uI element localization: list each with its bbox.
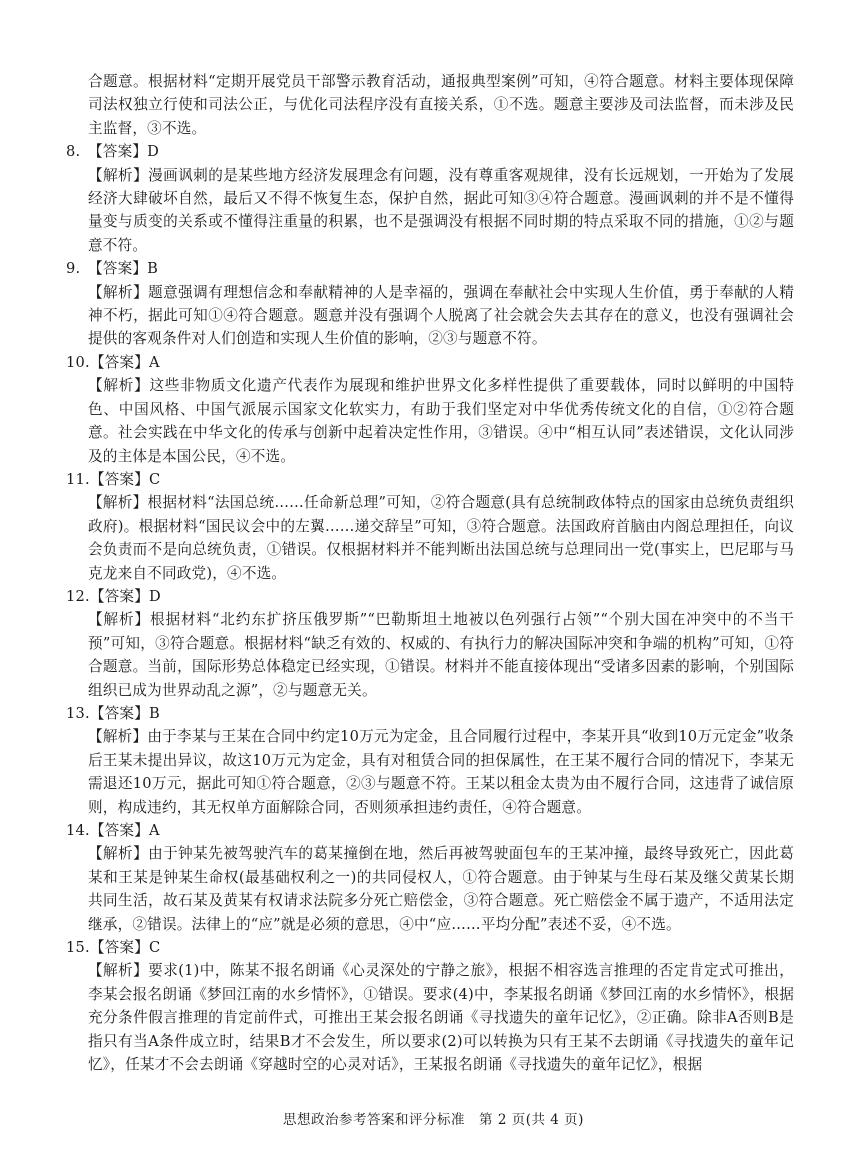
analysis-text: 【解析】漫画讽刺的是某些地方经济发展理念有问题，没有尊重客观规律，没有长远规划，一开始为了发展经济大肆破坏自然，最后又不得不恢复生态，保护自然，据此可知③④符合题意。漫画讽刺的并不是不懂得量变与质变的关系或不懂得注重量的积累，也不是强调没有根据不同时期的特点采取不同的措施，①②与题意不符。 [88, 166, 794, 254]
answer-item-13 [66, 702, 794, 819]
analysis-text: 【解析】由于钟某先被驾驶汽车的葛某撞倒在地，然后再被驾驶面包车的王某冲撞，最终导致死亡，因此葛某和王某是钟某生命权(最基础权利之一)的共同侵权人，①符合题意。由于钟某与生母石某及继父黄某长期共同生活，故石某及黄某有权请求法院多分死亡赔偿金，③符合题意。死亡赔偿金不属于遗产，不适用法定继承，②错误。法律上的“应”就是必须的意思，④中“应……平均分配”表述不妥，④不选。 [88, 845, 794, 933]
answer-line [66, 936, 794, 959]
answer-line [66, 140, 794, 163]
analysis-text: 【解析】要求(1)中，陈某不报名朗诵《心灵深处的宁静之旅》，根据不相容选言推理的否定肯定式可推出，李某会报名朗诵《梦回江南的水乡情怀》，①错误。要求(4)中，李某报名朗诵《梦回江南的水乡情怀》，根据充分条件假言推理的肯定前件式，可推出王某会报名朗诵《寻找遗失的童年记忆》，②正确。除非A否则B是指只有当A条件成立时，结果B才不会发生，所以要求(2)可以转换为只有王某不去朗诵《寻找遗失的童年记忆》，任某才不会去朗诵《穿越时空的心灵对话》，王某报名朗诵《寻找遗失的童年记忆》，根据 [88, 962, 794, 1074]
document-body [66, 70, 794, 1076]
answer-item-11 [66, 468, 794, 585]
question-number: 11. [66, 470, 90, 488]
answer-label: 【答案】D [89, 587, 161, 605]
question-number: 13. [66, 704, 90, 722]
answer-item-8 [66, 140, 794, 257]
answer-line [66, 819, 794, 842]
page-footer: 思想政治参考答案和评分标准 第 2 页(共 4 页) [283, 1112, 584, 1128]
answer-label: 【答案】B [88, 260, 159, 278]
answer-label: 【答案】A [89, 822, 160, 839]
question-number: 8. [66, 143, 81, 161]
analysis-text: 【解析】由于李某与王某在合同中约定10万元为定金，且合同履行过程中，李某开具“收到10万元定金”收条后王某未提出异议，故这10万元为定金，具有对租赁合同的担保属性，在王某不履行合同的情况下，李某无需退还10万元，据此可知①符合题意，②③与题意不符。王某以租金太贵为由不履行合同，这违背了诚信原则，构成违约，其无权单方面解除合同，否则须承担违约责任，④符合题意。 [88, 728, 794, 816]
answer-line [66, 468, 794, 491]
answer-label: 【答案】C [89, 939, 161, 957]
question-number: 15. [66, 939, 90, 957]
answer-line [66, 257, 794, 280]
analysis-text: 【解析】这些非物质文化遗产代表作为展现和维护世界文化多样性提供了重要载体，同时以鲜明的中国特色、中国风格、中国气派展示国家文化软实力，有助于我们坚定对中华优秀传统文化的自信，①②符合题意。社会实践在中华文化的传承与创新中起着决定性作用，③错误。④中“相互认同”表述错误，文化认同涉及的主体是本国公民，④不选。 [88, 377, 794, 465]
answer-item-10 [66, 351, 794, 468]
answer-label: 【答案】A [89, 353, 160, 371]
answer-label: 【答案】C [89, 470, 161, 488]
question-number: 10. [66, 353, 90, 371]
question-number: 14. [66, 822, 90, 839]
answer-item-15 [66, 936, 794, 1076]
question-number: 12. [66, 587, 90, 605]
question-number: 9. [66, 260, 81, 278]
answer-label: 【答案】D [88, 143, 160, 161]
analysis-text: 【解析】根据材料“法国总统……任命新总理”可知，②符合题意(具有总统制政体特点的国家由总统负责组织政府)。根据材料“国民议会中的左翼……递交辞呈”可知，③符合题意。法国政府首脑由内阁总理担任，向议会负责而不是向总统负责，①错误。仅根据材料并不能判断出法国总统与总理同出一党(事实上，巴尼耶与马克龙来自不同政党)，④不选。 [88, 494, 794, 582]
answer-item-12 [66, 585, 794, 702]
answer-line [66, 351, 794, 374]
answer-item-14 [66, 819, 794, 936]
answer-item-9 [66, 257, 794, 351]
answer-label: 【答案】B [89, 704, 160, 722]
answer-line [66, 585, 794, 608]
analysis-text: 【解析】根据材料“北约东扩挤压俄罗斯”“巴勒斯坦土地被以色列强行占领”“个别大国在冲突中的不当干预”可知，③符合题意。根据材料“缺乏有效的、权威的、有执行力的解决国际冲突和争端的机构”可知，①符合题意。当前，国际形势总体稳定已经实现，①错误。材料并不能直接体现出“受诸多因素的影响，个别国际组织已成为世界动乱之源”，②与题意无关。 [88, 611, 794, 699]
intro-paragraph: 合题意。根据材料“定期开展党员干部警示教育活动，通报典型案例”可知，④符合题意。材料主要体现保障司法权独立行使和司法公正，与优化司法程序没有直接关系，①不选。题意主要涉及司法监督，而未涉及民主监督，③不选。 [88, 73, 794, 137]
analysis-text: 【解析】题意强调有理想信念和奉献精神的人是幸福的，强调在奉献社会中实现人生价值，勇于奉献的人精神不朽，据此可知①④符合题意。题意并没有强调个人脱离了社会就会失去其存在的意义，也没有强调社会提供的客观条件对人们创造和实现人生价值的影响，②③与题意不符。 [88, 283, 794, 348]
answer-line [66, 702, 794, 725]
